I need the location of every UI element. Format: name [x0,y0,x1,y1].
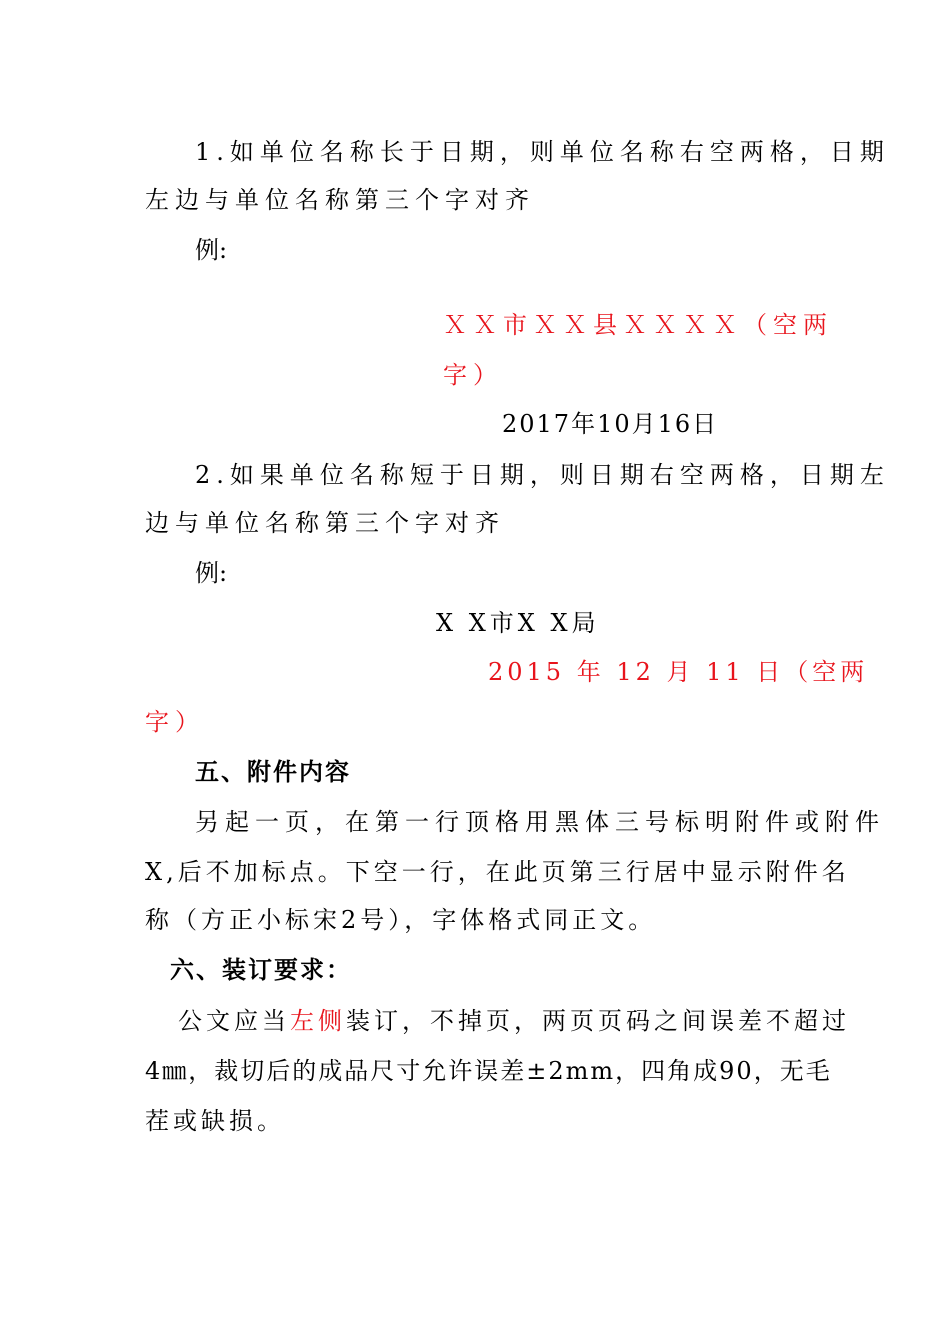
example2-date-line1: 2015 年 12 月 11 日（空两 [488,658,869,686]
para-attachments-line3: 称（方正小标宋2号），字体格式同正文。 [145,906,657,934]
heading-attachments: 五、附件内容 [195,758,351,786]
para-attachments-line1: 另起一页，在第一行顶格用黑体三号标明附件或附件 [195,808,885,836]
para-binding-line1 [178,1001,850,1041]
example1-date: 2017年10月16日 [502,410,719,438]
rule1-line2: 左边与单位名称第三个字对齐 [145,186,535,214]
heading-binding: 六、装订要求： [170,956,352,984]
rule1-example-label: 例: [195,236,228,264]
para-binding-line3: 茬或缺损。 [145,1107,285,1135]
rule2-example-label: 例: [195,559,228,587]
example1-org-line1: ＸＸ市ＸＸ县ＸＸＸＸ（空两 [443,311,833,339]
para-attachments-line2: X,后不加标点。下空一行，在此页第三行居中显示附件名 [145,858,850,886]
example1-org-line2: 字） [443,361,503,389]
para-binding-line1-post: 装订，不掉页，两页页码之间误差不超过 [346,1007,850,1035]
para-binding-line1-pre: 公文应当 [178,1007,290,1035]
example2-date-line2: 字） [145,708,205,736]
example2-org: X X市X X局 [436,609,600,637]
rule1-line1: 1.如单位名称长于日期，则单位名称右空两格，日期 [195,138,890,166]
rule2-line2: 边与单位名称第三个字对齐 [145,509,505,537]
para-binding-line1-highlight: 左侧 [290,1007,346,1035]
rule2-line1: 2.如果单位名称短于日期，则日期右空两格，日期左 [195,461,890,489]
para-binding-line2: 4㎜，裁切后的成品尺寸允许误差±2mm，四角成90，无毛 [145,1057,832,1085]
